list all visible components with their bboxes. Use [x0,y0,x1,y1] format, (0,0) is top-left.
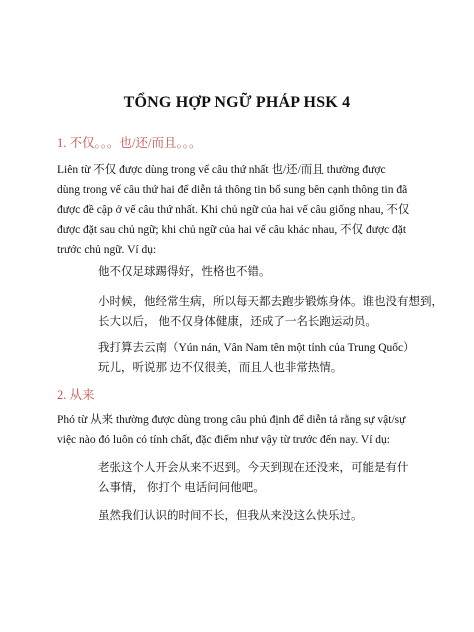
example-2-1 [98,458,418,498]
paragraph-line: việc nào đó luôn có tính chất, đặc điểm như vậy từ trước đến nay. Ví dụ: [57,434,390,446]
paragraph-line: được đặt sau chủ ngữ; khi chủ ngữ của hai vế câu khác nhau, 不仅 được đặt [57,224,407,236]
example-line: 玩儿，听说那 边不仅很美，而且人也非常热情。 [98,362,343,374]
paragraph-line: được đề cập ở vế câu thứ nhất. Khi chủ ngữ của hai vế câu giống nhau, 不仅 [57,204,410,216]
example-line: 我打算去云南（Yún nán, Vân Nam tên một tỉnh của Trung Quốc） [98,342,415,354]
example-2-2 [98,506,418,526]
example-line: 长大以后， 他不仅身体健康，还成了一名长跑运动员。 [98,316,377,328]
example-line: 老张这个人开会从来不迟到。今天到现在还没来，可能是有什 [98,462,409,474]
example-1-2 [98,292,443,332]
section-heading-2: 2. 从来 [57,388,95,402]
example-line: 小时候，他经常生病，所以每天都去跑步锻炼身体。谁也没有想到， [98,296,443,308]
section-1-paragraph [57,160,419,260]
page-title: TỔNG HỢP NGỮ PHÁP HSK 4 [123,94,351,111]
example-line: 他不仅足球踢得好，性格也不错。 [98,266,271,278]
example-line: 么事情， 你打个 电话问问他吧。 [98,482,265,494]
paragraph-line: trước chủ ngữ. Ví dụ: [57,244,157,256]
example-1-3 [98,338,418,378]
paragraph-line: Liên từ 不仅 được dùng trong vế câu thứ nhất 也/还/而且 thường được [57,164,386,176]
section-heading-1: 1. 不仅。。。也/还/而且。。。 [57,136,202,150]
example-1-1 [98,262,418,282]
example-line: 虽然我们认识的时间不长，但我从来没这么快乐过。 [98,510,363,522]
section-2-paragraph [57,410,419,450]
paragraph-line: dùng trong vế câu thứ hai để diễn tả thông tin bổ sung bên cạnh thông tin đã [57,184,408,196]
paragraph-line: Phó từ 从来 thường được dùng trong câu phủ định để diễn tả rằng sự vật/sự [57,414,406,426]
